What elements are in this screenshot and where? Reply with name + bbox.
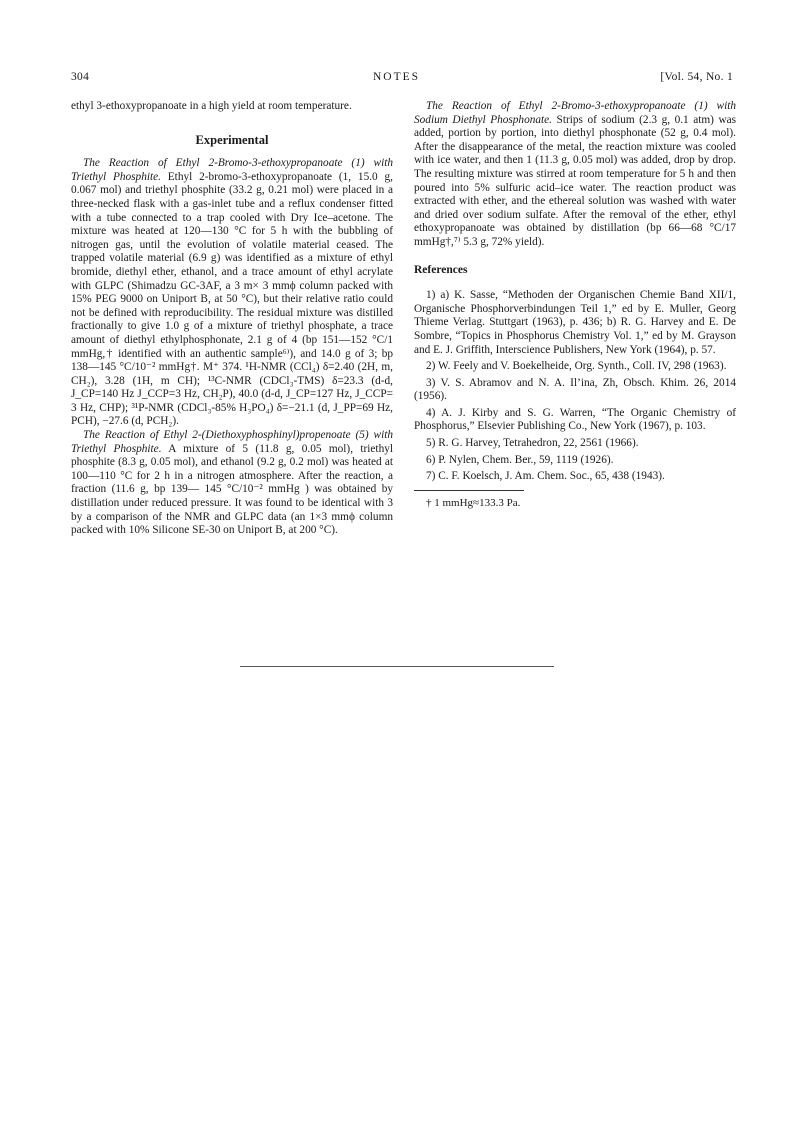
reference-item: 3) V. S. Abramov and N. A. Il’ina, Zh, Obsch. Khim. 26, 2014 (1956). (414, 376, 736, 403)
reference-item: 4) A. J. Kirby and S. G. Warren, “The Organic Chemistry of Phosphorus,” Elsevier Publishing Co., New York (1967), p. 103. (414, 406, 736, 433)
page-number: 304 (71, 71, 90, 83)
paragraph-3-title: The Reaction of Ethyl 2-Bromo-3-ethoxypropanoate (1) with Sodium Diethyl Phosphonate. (414, 100, 736, 126)
references-heading: References (414, 263, 468, 276)
paragraph-1 (71, 157, 393, 429)
footnote-divider (414, 490, 524, 491)
reference-item: 1) a) K. Sasse, “Methoden der Organischen Chemie Band XII/1, Organische Phosphorverbindungen Teil 1,” ed by E. Muller, Georg Thieme Verlag. Stuttgart (1963), p. 436; b) R. G. Harvey and E. De Sombre, “Topics in Phosphorus Chemistry Vol. 1,” ed by M. Grayson and E. J. Griffith, Interscience Publishers, New York (1964), p. 57. (414, 289, 736, 356)
paragraph-3-body: Strips of sodium (2.3 g, 0.1 atm) was added, portion by portion, into diethyl phosphonate (52 g, 0.4 mol). After the disappearance of the metal, the reaction mixture was cooled with ice water, and then 1 (11.3 g, 0.05 mol) was added, drop by drop. The resulting mixture was stirred at room temperature for 5 h and then poured into 5% sulfuric acid–ice water. The reaction product was extracted with ether, and the ethereal solution was washed with water and dried over sodium sulfate. After the removal of the ether, ethyl ethoxypropanoate was obtained by distillation (bp 66—68 °C/17 mmHg†,⁷⁾ 5.3 g, 72% yield). (414, 113, 737, 248)
reference-item: 7) C. F. Koelsch, J. Am. Chem. Soc., 65, 438 (1943). (426, 470, 665, 483)
right-column (414, 100, 736, 510)
paragraph-1-body: Ethyl 2-bromo-3-ethoxypropanoate (1, 15.0 g, 0.067 mol) and triethyl phosphite (33.2 g, 0.21 mol) were placed in a three-necked flask with a gas-inlet tube and a reflux condenser fitted with a tube connected to a trap cooled with Dry Ice–acetone. The mixture was heated at 120—130 °C for 5 h with the bubbling of nitrogen gas, until the evolution of volatile material ceased. The trapped volatile material (6.9 g) was identified as a mixture of ethyl bromide, diethyl ether, ethanol, and a trace amount of ethyl acrylate with GLPC (Shimadzu GC-3AF, a 3 m× 3 mmϕ column packed with 15% PEG 9000 on Uniport B, at 50 °C), but their relative ratio could not be defined with reproducibility. The residual mixture was distilled fractionally to give 1.0 g of a mixture of triethyl phosphate, a trace amount of diethyl ethylphosphonate, 2.1 g of 4 (bp 151—152 °C/1 mmHg,† identified with an authentic sample⁶⁾), and 14.0 g of 3; bp 138—145 °C/10⁻² mmHg†. M⁺ 374. ¹H-NMR (CCl₄) δ=2.40 (2H, m, CH₂), 3.28 (1H, m CH); ¹³C-NMR (CDCl₃-TMS) δ=23.3 (d-d, J_CP=140 Hz J_CCP=3 Hz, CH₂P), 40.0 (d-d, J_CP=127 Hz, J_CCP= 3 Hz, CHP); ³¹P-NMR (CDCl₃-85% H₃PO₄) δ=−21.1 (d, J_PP=69 Hz, PCH), −27.6 (d, PCH₂). (71, 170, 393, 428)
left-column (71, 100, 393, 538)
paragraph-1-title: The Reaction of Ethyl 2-Bromo-3-ethoxypropanoate (1) with Triethyl Phosphite. (71, 157, 393, 183)
experimental-heading: Experimental (195, 132, 269, 147)
reference-item: 5) R. G. Harvey, Tetrahedron, 22, 2561 (1966). (426, 437, 639, 450)
intro-text: ethyl 3-ethoxypropanoate in a high yield at room temperature. (71, 100, 352, 112)
paragraph-2 (71, 429, 393, 538)
running-head: NOTES (372, 71, 421, 83)
references-list (414, 289, 736, 484)
reference-item: 2) W. Feely and V. Boekelheide, Org. Synth., Coll. IV, 298 (1963). (426, 360, 727, 373)
paragraph-2-title: The Reaction of Ethyl 2-(Diethoxyphosphinyl)propenoate (5) with Triethyl Phosphite. (71, 429, 393, 455)
paragraph-3 (414, 100, 736, 250)
paragraph-2-body: A mixture of 5 (11.8 g, 0.05 mol), triethyl phosphite (8.3 g, 0.05 mol), and ethanol (9.2 g, 0.2 mol) was heated at 100—110 °C for 2 h in a nitrogen atmosphere. After the reaction, a fraction (11.6 g, bp 139— 145 °C/10⁻² mmHg ) was obtained by distillation under reduced pressure. It was found to be identical with 3 by a comparison of the NMR and GLPC data (an 1×3 mmϕ column packed with 10% Silicone SE-30 on Uniport B, at 200 °C). (71, 442, 394, 537)
footnote: † 1 mmHg≈133.3 Pa. (426, 496, 521, 509)
reference-item: 6) P. Nylen, Chem. Ber., 59, 1119 (1926). (426, 453, 614, 466)
volume-label: [Vol. 54, No. 1 (660, 71, 733, 83)
end-rule (240, 666, 554, 667)
